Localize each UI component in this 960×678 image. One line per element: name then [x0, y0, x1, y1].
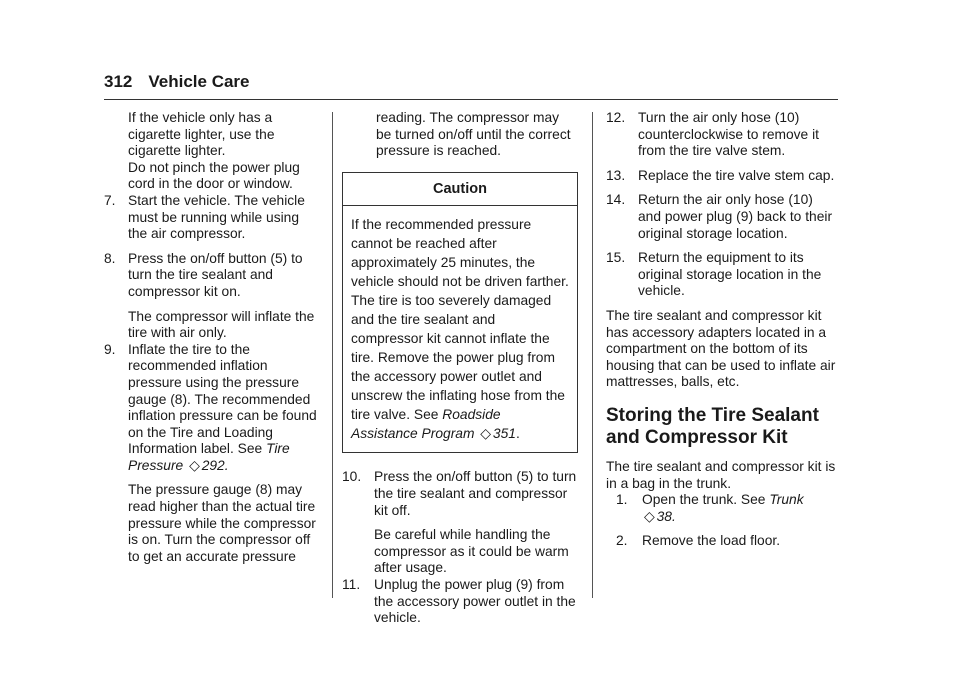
- step-11: [342, 577, 578, 627]
- step-text: Turn the air only hose (10) counterclockwise to remove it from the tire valve stem.: [638, 110, 819, 159]
- header-rule: [104, 99, 838, 100]
- trunk-link[interactable]: Trunk: [769, 492, 804, 508]
- period: .: [671, 508, 676, 524]
- step-text: Press the on/off button (5) to turn the tire sealant and compressor kit on.: [128, 250, 303, 299]
- caution-box: [342, 172, 578, 454]
- page-number: 312: [104, 72, 133, 91]
- step-text: Return the air only hose (10) and power plug (9) back to their original storage location.: [638, 192, 833, 241]
- period: .: [224, 457, 229, 473]
- step-2: [606, 533, 838, 550]
- column-3: [606, 110, 838, 558]
- step-text: Replace the tire valve stem cap.: [638, 167, 835, 183]
- step-1: [606, 492, 838, 525]
- step-text: Press the on/off button (5) to turn the tire sealant and compressor kit off.: [374, 469, 577, 518]
- step-text: Unplug the power plug (9) from the accessory power outlet in the vehicle.: [374, 576, 576, 626]
- step-number: 9.: [104, 341, 116, 357]
- instruction-note: The pressure gauge (8) may read higher than the actual tire pressure while the compressor is on. Turn the compressor off to get an accurate pressure: [128, 482, 316, 564]
- instruction-continued: reading. The compressor may be turned on/off until the correct pressure is reached.: [376, 110, 571, 159]
- step-text: Open the trunk. See: [642, 492, 766, 508]
- step-15: [606, 250, 838, 300]
- step-9: [104, 342, 320, 475]
- page-reference[interactable]: 351: [492, 426, 516, 442]
- column-1: [104, 110, 320, 565]
- step-number: 13.: [606, 167, 626, 183]
- page-reference-icon: ◇: [480, 426, 491, 442]
- step-number: 10.: [342, 469, 362, 485]
- step-number: 8.: [104, 250, 116, 266]
- column-divider: [332, 112, 333, 598]
- page-reference-icon: ◇: [644, 508, 655, 524]
- section-title: Vehicle Care: [148, 72, 250, 91]
- caution-text: [343, 206, 577, 452]
- page-reference[interactable]: 292: [201, 457, 225, 473]
- step-7: [104, 193, 320, 243]
- step-number: 7.: [104, 192, 116, 208]
- caution-title: Caution: [343, 173, 577, 207]
- roadside-assistance-link[interactable]: Roadside Assistance Program: [351, 407, 501, 442]
- column-2: [342, 110, 578, 635]
- step-8: [104, 251, 320, 301]
- instruction-note: If the vehicle only has a cigarette lighter, use the cigarette lighter.: [128, 110, 275, 159]
- step-text: Remove the load floor.: [642, 533, 781, 549]
- step-number: 11.: [342, 576, 361, 592]
- instruction-note: The compressor will inflate the tire with air only.: [128, 308, 315, 341]
- step-number: 1.: [616, 492, 628, 508]
- page-reference[interactable]: 38: [656, 508, 672, 524]
- period: .: [515, 426, 520, 442]
- step-text: Return the equipment to its original storage location in the vehicle.: [638, 250, 822, 299]
- step-13: [606, 168, 838, 185]
- column-divider: [592, 112, 593, 598]
- step-12: [606, 110, 838, 160]
- body-paragraph: The tire sealant and compressor kit has accessory adapters located in a compartment on the bottom of its housing that can be used to inflate air mattresses, balls, etc.: [606, 307, 836, 390]
- step-14: [606, 192, 838, 242]
- instruction-note: Be careful while handling the compressor as it could be warm after usage.: [374, 527, 569, 576]
- instruction-note: Do not pinch the power plug cord in the door or window.: [128, 159, 300, 192]
- step-text: Inflate the tire to the recommended inflation pressure using the pressure gauge (8). The recommended inflation pressure can be found on the Tire and Loading Information label. See: [128, 341, 317, 457]
- step-10: [342, 469, 578, 519]
- step-number: 15.: [606, 250, 626, 266]
- section-heading: Storing the Tire Sealant and Compressor Kit: [606, 404, 819, 448]
- step-text: Start the vehicle. The vehicle must be running while using the air compressor.: [128, 192, 305, 242]
- body-paragraph: The tire sealant and compressor kit is in a bag in the trunk.: [606, 458, 836, 491]
- step-number: 12.: [606, 110, 626, 125]
- caution-body-text: If the recommended pressure cannot be reached after approximately 25 minutes, the vehicle should not be driven farther. The tire is too severely damaged and the tire sealant and compressor kit cannot inflate the tire. Remove the power plug from the accessory power outlet and unscrew the inflating hose from the tire valve. See: [351, 217, 569, 423]
- step-number: 2.: [616, 533, 628, 549]
- page-reference-icon: ◇: [189, 457, 200, 473]
- tire-pressure-link[interactable]: Tire Pressure: [128, 441, 290, 473]
- step-number: 14.: [606, 192, 626, 208]
- page-header: [104, 72, 250, 92]
